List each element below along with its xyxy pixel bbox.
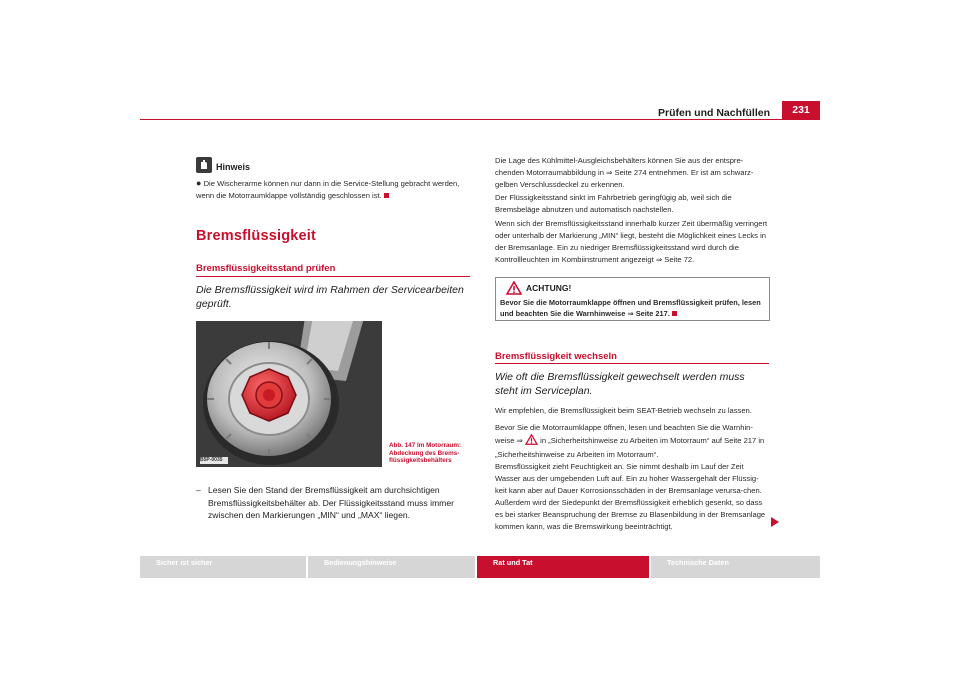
running-header-title: Prüfen und Nachfüllen	[657, 107, 770, 119]
subsection-lead-change: Wie oft die Bremsflüssigkeit gewechselt werden muss steht im Serviceplan.	[495, 371, 745, 397]
brake-fluid-cap-figure	[196, 321, 382, 467]
subsection-title-check: Bremsflüssigkeitsstand prüfen	[196, 263, 336, 274]
right-paragraph-3: Wenn sich der Bremsflüssigkeitsstand innerhalb kurzer Zeit übermäßig verringert oder unterhalb der Markierung „MIN“ liegt, besteht die Möglichkeit eines Lecks in der Bremsanlage. Ein zu niedriger Bremsflüssigkeitsstand wird durch die Kontrollleuchten im Kombiinstrument angezeigt ⇒ Seite 72.	[495, 219, 768, 264]
footer-tab-advice-active[interactable]: Rat und Tat	[477, 556, 649, 578]
subsection-title-change: Bremsflüssigkeit wechseln	[495, 351, 617, 362]
warning-title: ACHTUNG!	[526, 283, 572, 293]
subsection-divider	[196, 276, 470, 277]
page-number: 231	[782, 101, 820, 119]
figure-code: B5P-0035	[200, 457, 223, 463]
note-bullet: ● Die Wischerarme können nur dann in die Service-Stellung gebracht werden, wenn die Motorraumklappe vollständig geschlossen ist.	[196, 178, 460, 200]
warning-text: Bevor Sie die Motorraumklappe öffnen und Bremsflüssigkeit prüfen, lesen und beachten Sie die Warnhinweise ⇒ Seite 217.	[500, 298, 761, 318]
right-paragraph-2: Der Flüssigkeitsstand sinkt im Fahrbetrieb geringfügig ab, weil sich die Bremsbeläge abnutzen und automatisch nachstellen.	[495, 193, 732, 214]
footer-tab-operation[interactable]: Bedienungshinweise	[308, 556, 475, 578]
note-bullet-text: Die Wischerarme können nur dann in die Service-Stellung gebracht werden, wenn die Motorraumklappe vollständig geschlossen ist.	[196, 179, 460, 200]
section-title: Bremsflüssigkeit	[196, 228, 317, 244]
end-marker	[384, 193, 389, 198]
step-text: Lesen Sie den Stand der Bremsflüssigkeit am durchsichtigen Bremsflüssigkeitsbehälter ab. Der Flüssigkeitsstand muss immer zwischen den Markierungen „MIN“ und „MAX“ liegen.	[208, 485, 454, 520]
change-paragraph-3: Bremsflüssigkeit zieht Feuchtigkeit an. Sie nimmt deshalb im Lauf der Zeit Wasser aus der umgebenden Luft auf. Ein zu hoher Wassergehalt der Flüssig-keit kann aber auf Dauer Korrosionsschäden in der Bremsanlage verursa-chen. Außerdem wird der Siedepunkt der Bremsflüssigkeit erheblich gesenkt, so dass es bei starker Beanspruchung der Bremse zu Blasenbildung in der Bremsanlage kommen kann, was die Bremswirkung beeinträchtigt.	[495, 462, 766, 531]
subsection-divider	[495, 363, 769, 364]
header-divider	[140, 119, 820, 120]
next-page-arrow-icon[interactable]	[771, 514, 779, 532]
step-dash: –	[196, 485, 201, 495]
figure-caption: Abb. 147 Im Motorraum: Abdeckung des Brems- flüssigkeitsbehälters	[389, 442, 462, 464]
right-paragraph-1: Die Lage des Kühlmittel-Ausgleichsbehälters können Sie aus der entspre-chenden Motorraumabbildung in ⇒ Seite 274 entnehmen. Er ist am schwarz-gelben Verschlussdeckel zu erkennen.	[495, 156, 754, 189]
footer-tab-safety[interactable]: Sicher ist sicher	[140, 556, 306, 578]
change-paragraph-2: Bevor Sie die Motorraumklappe öffnen, lesen und beachten Sie die Warnhin-weise ⇒ in „Sicherheitshinweise zu Arbeiten im Motorraum“ auf Seite 217 in „Sicherheitshinweise zu Arbeiten im Motorraum“.	[495, 423, 765, 459]
end-marker	[672, 311, 677, 316]
note-icon	[196, 157, 212, 173]
footer-tab-technical-data[interactable]: Technische Daten	[651, 556, 820, 578]
warning-box	[495, 277, 770, 321]
subsection-lead-check: Die Bremsflüssigkeit wird im Rahmen der Servicearbeiten geprüft.	[196, 284, 464, 310]
change-paragraph-1: Wir empfehlen, die Bremsflüssigkeit beim SEAT-Betrieb wechseln zu lassen.	[495, 406, 752, 415]
warning-icon-inline	[525, 434, 538, 449]
note-title: Hinweis	[216, 162, 251, 172]
